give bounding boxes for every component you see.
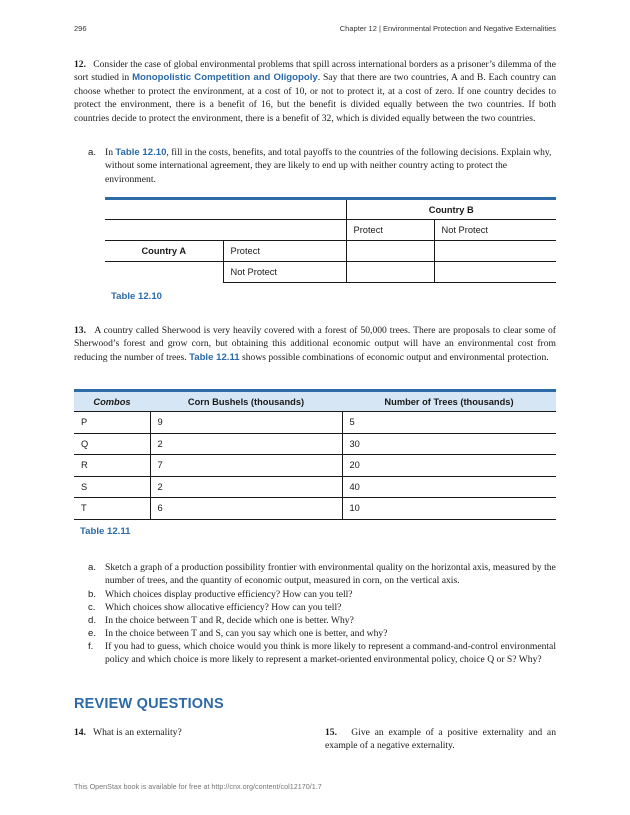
cell-protect-notprotect [434, 241, 556, 262]
question-12 [74, 58, 556, 125]
cell-trees: 5 [342, 412, 556, 434]
cell-trees: 30 [342, 433, 556, 455]
question-13d: d. In the choice between T and R, decide which one is better. Why? [88, 615, 354, 626]
question-13f: f. If you had to guess, which choice would you think is more likely to represent a command-and-control environmental policy and which choice is more likely to represent a market-oriented environmental policy, choice Q or S? Why? [88, 641, 556, 666]
question-text: Consider the case of global environmental problems that spill across international borders as a prisoner’s dilemma of the sort studied in [74, 59, 556, 84]
table-12-11 [74, 389, 556, 520]
chapter-link[interactable]: Monopolistic Competition and Oligopoly [132, 72, 318, 84]
page-number: 296 [74, 24, 87, 33]
question-number: 13. [74, 325, 86, 336]
header-trees: Number of Trees (thousands) [342, 391, 556, 412]
question-12a [88, 146, 556, 186]
chapter-title: Chapter 12 | Environmental Protection and Negative Externalities [339, 24, 556, 33]
question-15: 15. Give an example of a positive externality and an example of a negative externality. [325, 727, 556, 752]
table-12-10-link[interactable]: Table 12.10 [115, 147, 167, 158]
cell-trees: 10 [342, 498, 556, 520]
cell-notprotect-protect [346, 262, 434, 283]
page-header [74, 24, 556, 36]
cell-corn: 7 [150, 455, 342, 477]
cell-combo: R [74, 455, 150, 477]
col-not-protect: Not Protect [434, 220, 556, 241]
table-row [74, 498, 556, 520]
cell-combo: T [74, 498, 150, 520]
table-row [74, 476, 556, 498]
country-a-header: Country A [105, 241, 223, 262]
question-13b: b. Which choices display productive efficiency? How can you tell? [88, 589, 353, 600]
cell-trees: 40 [342, 476, 556, 498]
page-footer: This OpenStax book is available for free at http://cnx.org/content/col12170/1.7 [74, 782, 322, 791]
cell-corn: 9 [150, 412, 342, 434]
subitem-text: In [105, 147, 116, 158]
question-14: 14. What is an externality? [74, 727, 182, 738]
col-protect: Protect [346, 220, 434, 241]
question-13a: a. Sketch a graph of a production possibility frontier with environmental quality on the horizontal axis, measured by the number of trees, and the quantity of economic output, measured in corn, on the vertical axis. [88, 562, 556, 587]
question-text-cont: shows possible combinations of economic output and environmental protection. [239, 351, 549, 363]
review-questions-title: REVIEW QUESTIONS [74, 696, 224, 712]
row-not-protect: Not Protect [223, 262, 346, 283]
cell-trees: 20 [342, 455, 556, 477]
country-b-header: Country B [346, 199, 556, 220]
question-text: A country called Sherwood is very heavily covered with a forest of 50,000 trees. There are proposals to clear some of Sherwood’s forest and grow corn, but obtaining this additional economic output will have an environmental cost from reducing the number of trees. [74, 325, 556, 363]
row-protect: Protect [223, 241, 346, 262]
cell-notprotect-notprotect [434, 262, 556, 283]
table-12-10 [105, 197, 556, 283]
question-13e: e. In the choice between T and S, can you say which one is better, and why? [88, 628, 388, 639]
header-combos: Combos [74, 391, 150, 412]
question-13c: c. Which choices show allocative efficiency? How can you tell? [88, 602, 342, 613]
subitem-text-cont: , fill in the costs, benefits, and total payoffs to the countries of the following decisions. Explain why, without some international agreement, they are likely to end up with neither country acting to protect the environment. [105, 147, 552, 185]
table-row [74, 433, 556, 455]
cell-protect-protect [346, 241, 434, 262]
cell-combo: S [74, 476, 150, 498]
cell-corn: 2 [150, 433, 342, 455]
table-row [74, 412, 556, 434]
cell-corn: 2 [150, 476, 342, 498]
table-12-10-caption: Table 12.10 [111, 291, 163, 302]
cell-combo: P [74, 412, 150, 434]
header-corn: Corn Bushels (thousands) [150, 391, 342, 412]
table-row [74, 455, 556, 477]
cell-combo: Q [74, 433, 150, 455]
question-text-cont: . Say that there are two countries, A and B. Each country can choose whether to protect the environment, at a cost of 10, or not to protect it, at a cost of zero. If one country decides to protect the environment, there is a benefit of 16, but the benefit is divided equally between the two countries. If both countries decide to protect the environment, there is a benefit of 32, which is divided equally between the two countries. [74, 72, 557, 124]
table-12-11-caption: Table 12.11 [80, 526, 131, 537]
question-number: 12. [74, 59, 86, 70]
question-13 [74, 324, 556, 364]
cell-corn: 6 [150, 498, 342, 520]
subitem-label: a. [88, 147, 97, 158]
table-12-11-link[interactable]: Table 12.11 [189, 351, 240, 363]
